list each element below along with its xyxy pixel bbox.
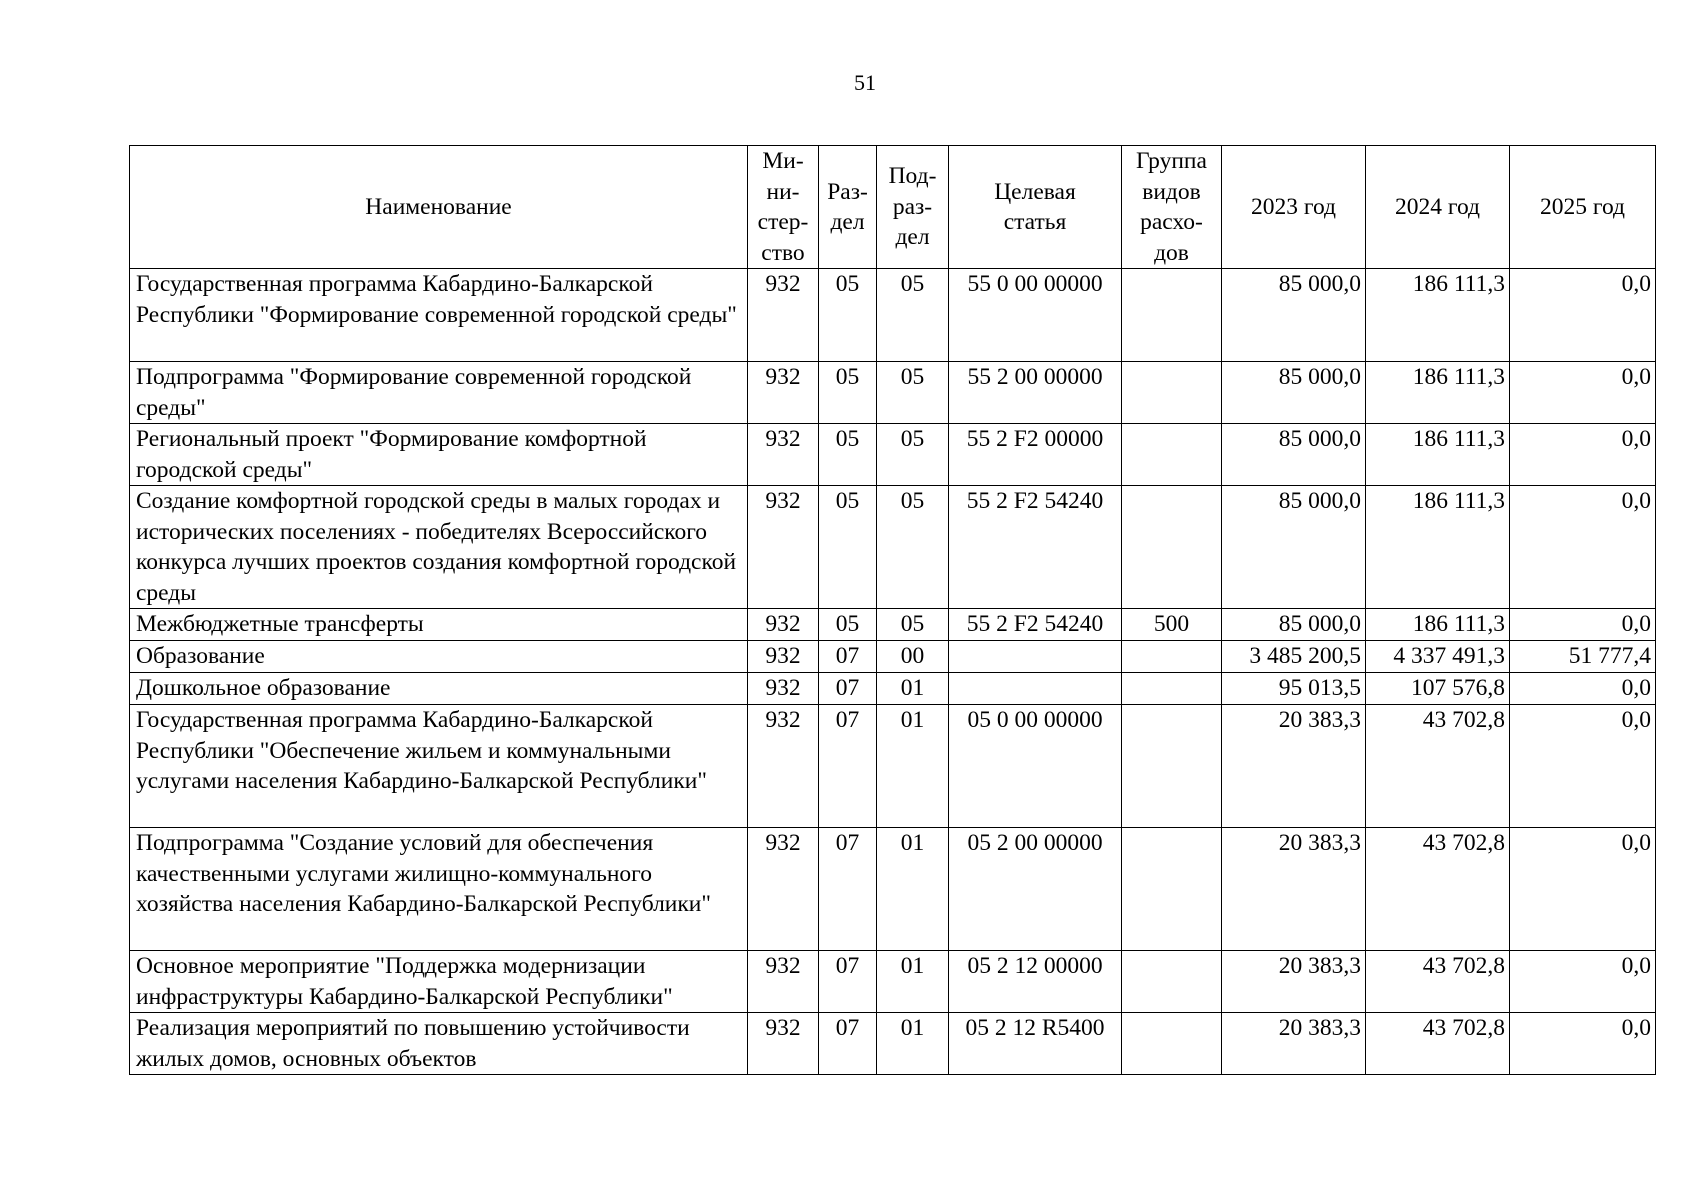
row-target: 55 0 00 00000 bbox=[949, 269, 1122, 362]
row-ministry: 932 bbox=[748, 362, 819, 424]
header-target: Целевая статья bbox=[949, 146, 1122, 269]
row-section: 05 bbox=[819, 424, 877, 486]
row-2023: 85 000,0 bbox=[1222, 486, 1366, 609]
row-2025: 51 777,4 bbox=[1510, 641, 1656, 673]
row-2024: 186 111,3 bbox=[1366, 269, 1510, 362]
row-target: 55 2 F2 54240 bbox=[949, 486, 1122, 609]
row-target: 05 2 12 R5400 bbox=[949, 1013, 1122, 1075]
row-2023: 95 013,5 bbox=[1222, 673, 1366, 705]
row-ministry: 932 bbox=[748, 705, 819, 828]
row-ministry: 932 bbox=[748, 951, 819, 1013]
row-target: 05 0 00 00000 bbox=[949, 705, 1122, 828]
header-group: Группа видов расхо- дов bbox=[1122, 146, 1222, 269]
table-header-row bbox=[130, 146, 1656, 269]
row-group bbox=[1122, 705, 1222, 828]
row-target: 05 2 12 00000 bbox=[949, 951, 1122, 1013]
row-name: Региональный проект "Формирование комфортной городской среды" bbox=[130, 424, 748, 486]
table-row bbox=[130, 424, 1656, 486]
row-2025: 0,0 bbox=[1510, 1013, 1656, 1075]
row-name: Создание комфортной городской среды в малых городах и исторических поселениях - победителях Всероссийского конкурса лучших проектов создания комфортной городской среды bbox=[130, 486, 748, 609]
table-row bbox=[130, 705, 1656, 828]
header-ministry: Ми- ни- стер- ство bbox=[748, 146, 819, 269]
row-name: Подпрограмма "Создание условий для обеспечения качественными услугами жилищно-коммунального хозяйства населения Кабардино-Балкарской Республики" bbox=[130, 828, 748, 951]
row-group bbox=[1122, 673, 1222, 705]
row-2025: 0,0 bbox=[1510, 609, 1656, 641]
row-2025: 0,0 bbox=[1510, 673, 1656, 705]
row-name: Государственная программа Кабардино-Балкарской Республики "Формирование современной городской среды" bbox=[130, 269, 748, 362]
table-row bbox=[130, 673, 1656, 705]
row-2023: 3 485 200,5 bbox=[1222, 641, 1366, 673]
row-target: 55 2 F2 00000 bbox=[949, 424, 1122, 486]
row-subsection: 01 bbox=[877, 951, 949, 1013]
row-group: 500 bbox=[1122, 609, 1222, 641]
budget-table bbox=[129, 145, 1656, 1075]
row-group bbox=[1122, 828, 1222, 951]
row-2025: 0,0 bbox=[1510, 486, 1656, 609]
row-section: 07 bbox=[819, 673, 877, 705]
row-section: 07 bbox=[819, 705, 877, 828]
row-subsection: 05 bbox=[877, 424, 949, 486]
row-section: 07 bbox=[819, 1013, 877, 1075]
row-subsection: 01 bbox=[877, 828, 949, 951]
row-name: Подпрограмма "Формирование современной городской среды" bbox=[130, 362, 748, 424]
table-row bbox=[130, 828, 1656, 951]
table-row bbox=[130, 951, 1656, 1013]
table-row bbox=[130, 362, 1656, 424]
row-2023: 85 000,0 bbox=[1222, 609, 1366, 641]
table-row bbox=[130, 1013, 1656, 1075]
row-group bbox=[1122, 269, 1222, 362]
row-2023: 20 383,3 bbox=[1222, 951, 1366, 1013]
header-2024: 2024 год bbox=[1366, 146, 1510, 269]
row-2025: 0,0 bbox=[1510, 424, 1656, 486]
row-subsection: 05 bbox=[877, 609, 949, 641]
row-target: 05 2 00 00000 bbox=[949, 828, 1122, 951]
row-2024: 43 702,8 bbox=[1366, 1013, 1510, 1075]
row-section: 07 bbox=[819, 951, 877, 1013]
row-section: 07 bbox=[819, 641, 877, 673]
row-target: 55 2 00 00000 bbox=[949, 362, 1122, 424]
row-2023: 85 000,0 bbox=[1222, 424, 1366, 486]
row-name: Реализация мероприятий по повышению устойчивости жилых домов, основных объектов bbox=[130, 1013, 748, 1075]
row-subsection: 01 bbox=[877, 1013, 949, 1075]
row-subsection: 05 bbox=[877, 486, 949, 609]
row-group bbox=[1122, 486, 1222, 609]
row-2025: 0,0 bbox=[1510, 951, 1656, 1013]
row-target bbox=[949, 673, 1122, 705]
row-section: 05 bbox=[819, 362, 877, 424]
row-name: Основное мероприятие "Поддержка модернизации инфраструктуры Кабардино-Балкарской Республики" bbox=[130, 951, 748, 1013]
row-2024: 43 702,8 bbox=[1366, 705, 1510, 828]
row-section: 05 bbox=[819, 486, 877, 609]
row-subsection: 01 bbox=[877, 673, 949, 705]
header-2025: 2025 год bbox=[1510, 146, 1656, 269]
row-name: Межбюджетные трансферты bbox=[130, 609, 748, 641]
row-ministry: 932 bbox=[748, 673, 819, 705]
table-row bbox=[130, 641, 1656, 673]
row-2025: 0,0 bbox=[1510, 269, 1656, 362]
row-group bbox=[1122, 641, 1222, 673]
table-row bbox=[130, 486, 1656, 609]
table-row bbox=[130, 269, 1656, 362]
row-ministry: 932 bbox=[748, 1013, 819, 1075]
row-2024: 107 576,8 bbox=[1366, 673, 1510, 705]
row-2023: 85 000,0 bbox=[1222, 362, 1366, 424]
row-subsection: 05 bbox=[877, 269, 949, 362]
row-2025: 0,0 bbox=[1510, 362, 1656, 424]
row-target: 55 2 F2 54240 bbox=[949, 609, 1122, 641]
row-group bbox=[1122, 951, 1222, 1013]
row-subsection: 00 bbox=[877, 641, 949, 673]
row-2024: 43 702,8 bbox=[1366, 951, 1510, 1013]
row-ministry: 932 bbox=[748, 828, 819, 951]
row-2024: 43 702,8 bbox=[1366, 828, 1510, 951]
table-row bbox=[130, 609, 1656, 641]
row-ministry: 932 bbox=[748, 269, 819, 362]
row-2023: 20 383,3 bbox=[1222, 705, 1366, 828]
row-2025: 0,0 bbox=[1510, 828, 1656, 951]
row-name: Дошкольное образование bbox=[130, 673, 748, 705]
row-2023: 20 383,3 bbox=[1222, 828, 1366, 951]
row-group bbox=[1122, 362, 1222, 424]
header-name: Наименование bbox=[130, 146, 748, 269]
header-subsection: Под- раз- дел bbox=[877, 146, 949, 269]
row-section: 07 bbox=[819, 828, 877, 951]
header-section: Раз- дел bbox=[819, 146, 877, 269]
row-section: 05 bbox=[819, 269, 877, 362]
page-number: 51 bbox=[854, 70, 876, 95]
row-2024: 186 111,3 bbox=[1366, 362, 1510, 424]
row-ministry: 932 bbox=[748, 486, 819, 609]
row-section: 05 bbox=[819, 609, 877, 641]
row-2025: 0,0 bbox=[1510, 705, 1656, 828]
row-2024: 186 111,3 bbox=[1366, 424, 1510, 486]
row-2023: 85 000,0 bbox=[1222, 269, 1366, 362]
row-2024: 186 111,3 bbox=[1366, 486, 1510, 609]
row-subsection: 01 bbox=[877, 705, 949, 828]
row-subsection: 05 bbox=[877, 362, 949, 424]
row-name: Государственная программа Кабардино-Балкарской Республики "Обеспечение жильем и коммунальными услугами населения Кабардино-Балкарской Республики" bbox=[130, 705, 748, 828]
row-2023: 20 383,3 bbox=[1222, 1013, 1366, 1075]
row-group bbox=[1122, 1013, 1222, 1075]
row-ministry: 932 bbox=[748, 609, 819, 641]
row-2024: 186 111,3 bbox=[1366, 609, 1510, 641]
header-2023: 2023 год bbox=[1222, 146, 1366, 269]
row-ministry: 932 bbox=[748, 641, 819, 673]
row-target bbox=[949, 641, 1122, 673]
row-2024: 4 337 491,3 bbox=[1366, 641, 1510, 673]
row-name: Образование bbox=[130, 641, 748, 673]
row-group bbox=[1122, 424, 1222, 486]
row-ministry: 932 bbox=[748, 424, 819, 486]
